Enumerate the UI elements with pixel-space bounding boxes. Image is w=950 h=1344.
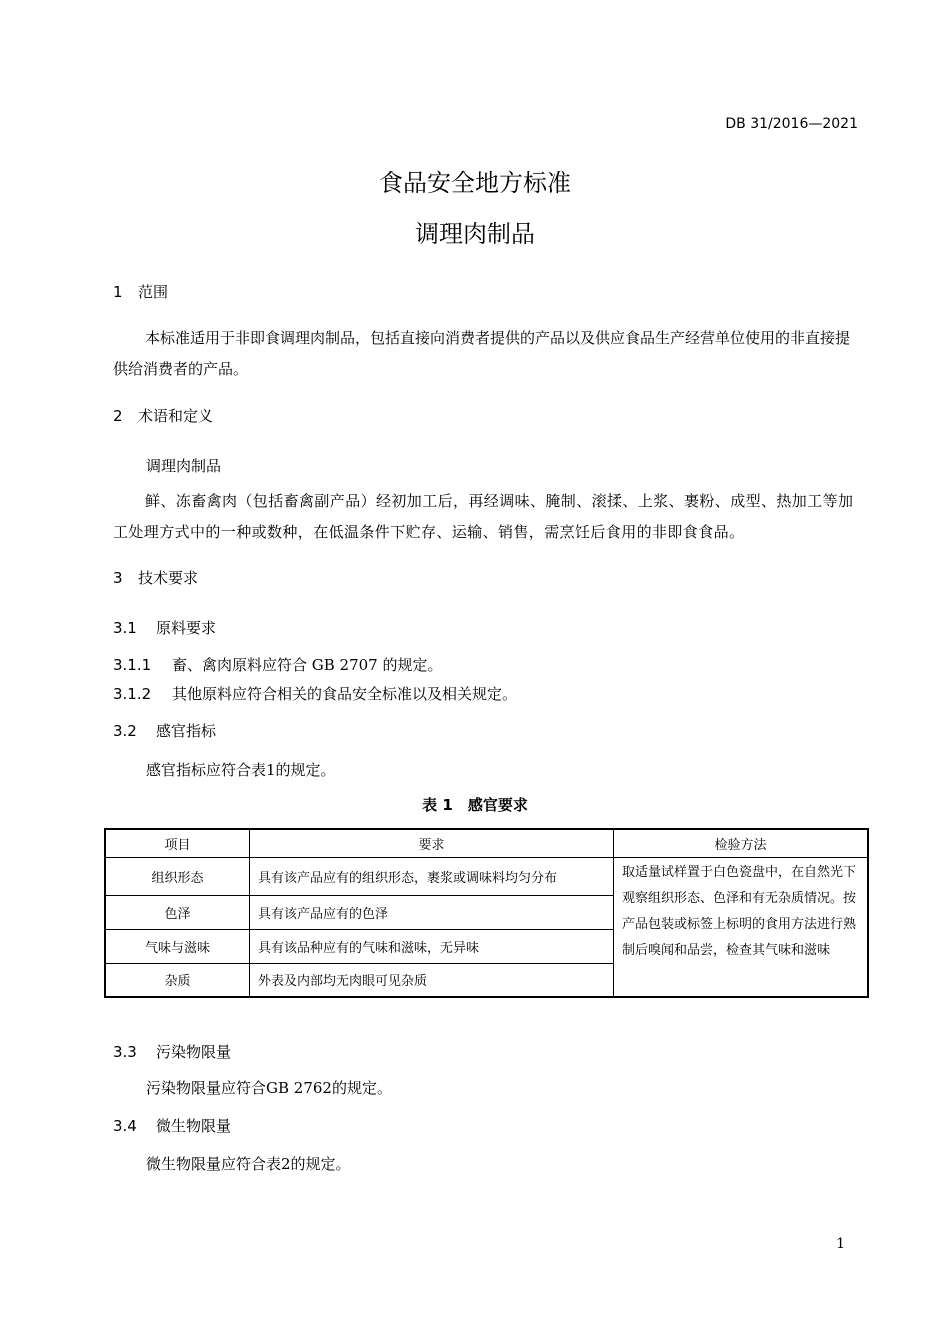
section-3-4-heading [113, 1115, 231, 1136]
section-number: 2 [113, 407, 123, 425]
clause-number: 3.1.2 [113, 685, 152, 703]
section-3-2-heading [113, 720, 216, 741]
document-subtitle: 调理肉制品 [415, 220, 535, 248]
table-row [105, 858, 868, 896]
section-title: 污染物限量 [156, 1043, 232, 1061]
table-cell-requirement: 具有该产品应有的组织形态，裹浆或调味料均匀分布 [250, 858, 614, 896]
table-header-cell: 项目 [105, 829, 250, 858]
table-cell-item: 色泽 [105, 896, 250, 930]
table-cell-requirement: 具有该品种应有的气味和滋味，无异味 [250, 930, 614, 964]
section-title: 原料要求 [156, 619, 217, 637]
clause-text: 畜、禽肉原料应符合 GB 2707 的规定。 [172, 656, 443, 674]
section-title: 微生物限量 [156, 1117, 232, 1135]
section-title: 技术要求 [138, 569, 199, 587]
clause-3-1-2 [113, 683, 517, 704]
table-cell-item: 组织形态 [105, 858, 250, 896]
term-definition: 鲜、冻畜禽肉（包括畜禽副产品）经初加工后，再经调味、腌制、滚揉、上浆、裹粉、成型、热加工等加工处理方式中的一种或数种，在低温条件下贮存、运输、销售，需烹饪后食用的非即食食品。 [113, 492, 854, 541]
clause-3-1-1 [113, 654, 443, 675]
sensory-requirements-table [104, 828, 869, 998]
table-header-cell: 检验方法 [614, 829, 869, 858]
section-number: 3 [113, 569, 123, 587]
section-3-4-paragraph: 微生物限量应符合表2的规定。 [146, 1155, 351, 1173]
section-number: 3.2 [113, 722, 137, 740]
section-title: 术语和定义 [138, 407, 214, 425]
section-3-3-paragraph: 污染物限量应符合GB 2762的规定。 [146, 1079, 392, 1097]
table-1-caption: 表 1 感官要求 [422, 796, 528, 814]
section-3-1-heading [113, 617, 216, 638]
standard-code: DB 31/2016—2021 [725, 116, 858, 132]
section-3-3-heading [113, 1041, 231, 1062]
section-number: 1 [113, 283, 123, 301]
page-number: 1 [836, 1236, 845, 1252]
table-cell-method: 取适量试样置于白色瓷盘中，在自然光下观察组织形态、色泽和有无杂质情况。按产品包装或标签上标明的食用方法进行熟制后嗅闻和品尝，检查其气味和滋味 [614, 858, 869, 997]
table-header-cell: 要求 [250, 829, 614, 858]
document-title: 食品安全地方标准 [379, 169, 571, 197]
section-number: 3.3 [113, 1043, 137, 1061]
section-1-heading [113, 281, 168, 302]
section-2-heading [113, 405, 213, 426]
table-header-row [105, 829, 868, 858]
section-3-2-paragraph: 感官指标应符合表1的规定。 [146, 761, 336, 779]
section-1-paragraph: 本标准适用于非即食调理肉制品，包括直接向消费者提供的产品以及供应食品生产经营单位使用的非直接提供给消费者的产品。 [113, 329, 851, 378]
table-cell-requirement: 具有该产品应有的色泽 [250, 896, 614, 930]
section-number: 3.4 [113, 1117, 137, 1135]
section-title: 范围 [138, 283, 169, 301]
table-cell-item: 杂质 [105, 964, 250, 997]
section-title: 感官指标 [156, 722, 217, 740]
section-3-heading [113, 567, 198, 588]
clause-text: 其他原料应符合相关的食品安全标准以及相关规定。 [172, 685, 518, 703]
table-cell-item: 气味与滋味 [105, 930, 250, 964]
clause-number: 3.1.1 [113, 656, 152, 674]
term-heading: 调理肉制品 [146, 457, 222, 475]
section-number: 3.1 [113, 619, 137, 637]
table-cell-requirement: 外表及内部均无肉眼可见杂质 [250, 964, 614, 997]
